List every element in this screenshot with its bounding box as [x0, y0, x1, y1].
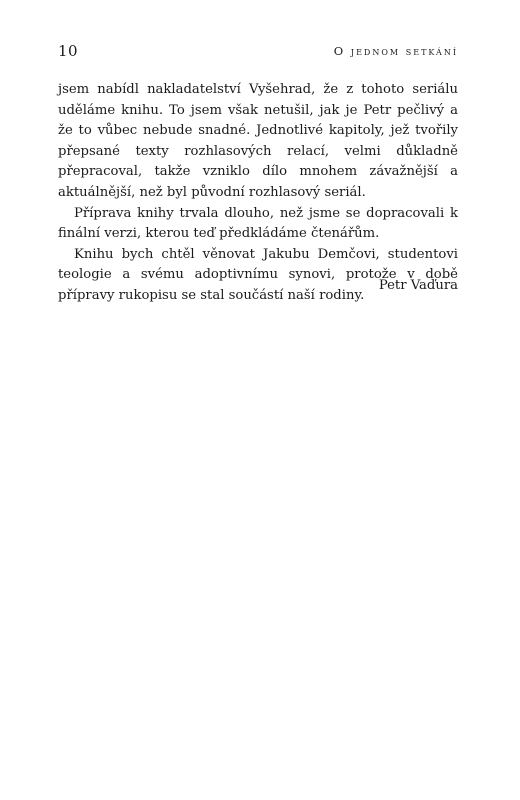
page-number: 10 [58, 42, 79, 60]
running-head: O jednom setkání [333, 44, 458, 58]
paragraph-1: jsem nabídl nakladatelství Vyšehrad, že z tohoto seriálu uděláme knihu. To jsem však netušil, jak je Petr pečlivý a že to vůbec nebude snadné. Jednotlivé kapitoly, jež tvořily přepsané texty rozhlasových relací, velmi důkladně přepracoval, takže vzniklo dílo mnohem závažnější a aktuálnější, než byl původní rozhlasový seriál. [58, 82, 458, 200]
paragraph-2: Příprava knihy trvala dlouho, než jsme se dopracovali k finální verzi, kterou teď předkládáme čtenářům. [58, 205, 458, 242]
paragraph-3: Knihu bych chtěl věnovat Jakubu Demčovi, studentovi teologie a svému adoptivnímu synovi, protože v době přípravy rukopisu se stal součástí naší rodiny. [58, 246, 458, 303]
body-text [58, 80, 458, 307]
author-signature: Petr Vaďura [378, 278, 458, 293]
page-header [58, 42, 458, 62]
